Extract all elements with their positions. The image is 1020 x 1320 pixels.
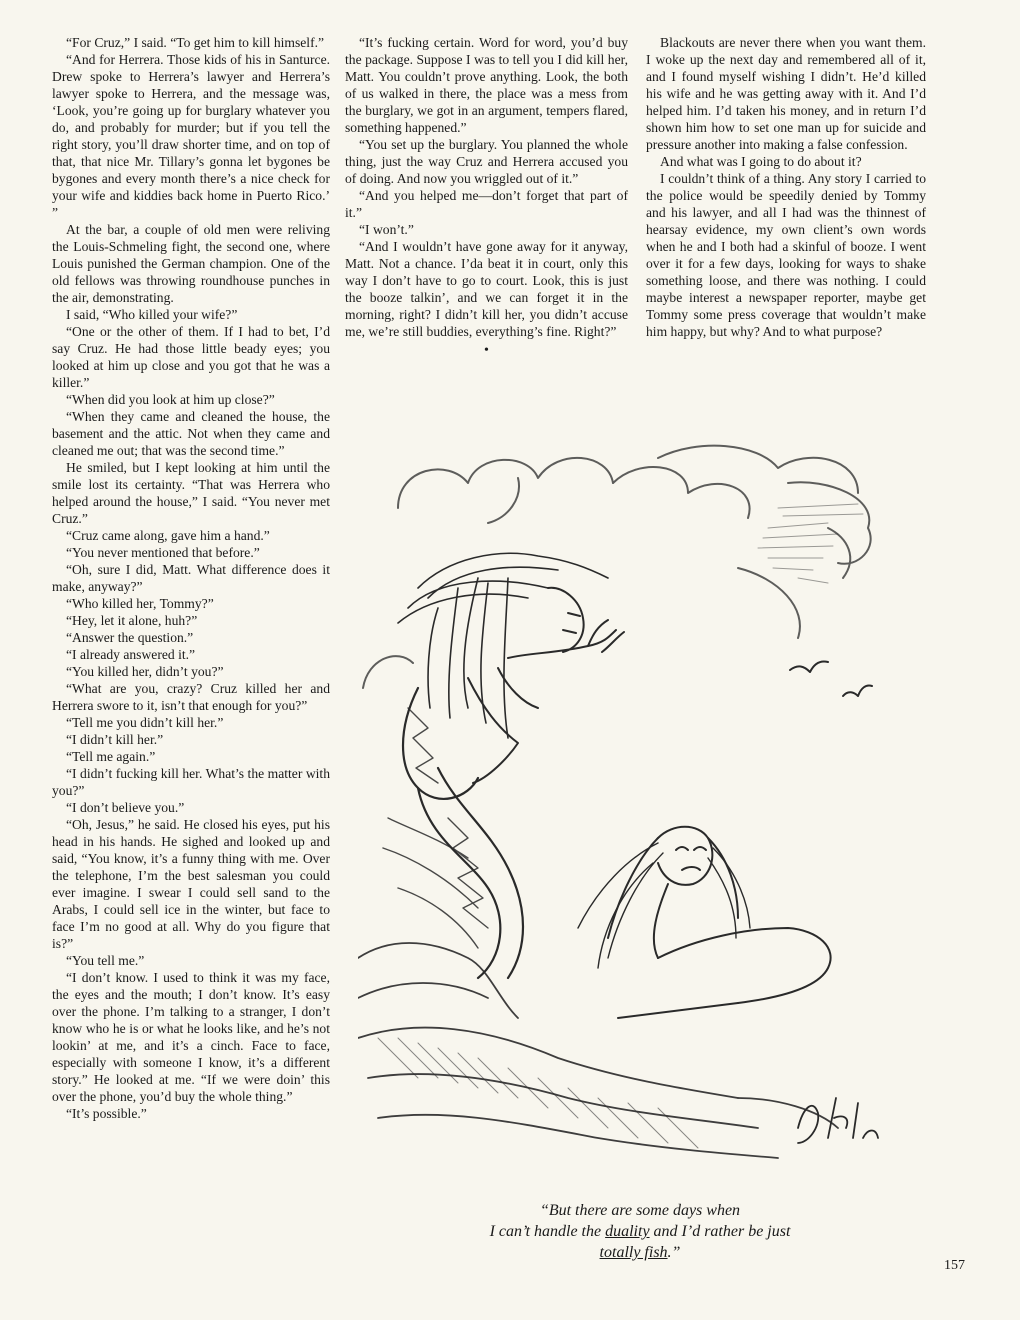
paragraph: “You tell me.” bbox=[66, 953, 145, 968]
paragraph: “I didn’t fucking kill her. What’s the matter with you?” bbox=[52, 766, 330, 798]
caption-line-2 bbox=[420, 1221, 860, 1242]
paragraph: I couldn’t think of a thing. Any story I carried to the police would be speedily denied by Tommy and his lawyer, and all I had was the thinnest of hearsay evidence, my own client’s own words when he and I both had a skinful of booze. I went over it for a few days, looking for ways to shake something loose, and there was nothing. I could maybe interest a newspaper reporter, maybe get Tommy some press coverage that wouldn’t make him happy, but why? And to what purpose? bbox=[646, 171, 926, 339]
paragraph: “Tell me you didn’t kill her.” bbox=[66, 715, 224, 730]
upper-mermaid-hair bbox=[398, 553, 608, 738]
paragraph: “I already answered it.” bbox=[66, 647, 196, 662]
paragraph: “For Cruz,” I said. “To get him to kill himself.” bbox=[66, 35, 325, 50]
cloud-sketch bbox=[363, 446, 871, 688]
text-column-2 bbox=[345, 34, 628, 359]
paragraph: “I won’t.” bbox=[359, 222, 414, 237]
paragraph: “One or the other of them. If I had to bet, I’d say Cruz. He had those little beady eyes; you looked at him up close and you got that he was a killer.” bbox=[52, 324, 330, 390]
signature-mark bbox=[798, 1098, 878, 1143]
rock-hatching bbox=[378, 1038, 698, 1148]
paragraph: “When they came and cleaned the house, the basement and the attic. Not when they came and cleaned me out; that was the second time.” bbox=[52, 409, 330, 458]
upper-mermaid-figure bbox=[468, 588, 624, 783]
paragraph: He smiled, but I kept looking at him until the smile lost its certainty. “That was Herrera who helped around the house,” I said. “You never met Cruz.” bbox=[52, 460, 330, 526]
paragraph: “What are you, crazy? Cruz killed her and Herrera swore to it, isn’t that enough for you?” bbox=[52, 681, 330, 713]
paragraph: “Cruz came along, gave him a hand.” bbox=[66, 528, 270, 543]
caption-emphasis: duality bbox=[605, 1223, 650, 1240]
paragraph: “You set up the burglary. You planned the whole thing, just the way Cruz and Herrera accused you of doing. And now you wriggled out of it.” bbox=[345, 137, 628, 186]
text-column-3 bbox=[646, 34, 926, 340]
paragraph: “When did you look at him up close?” bbox=[66, 392, 275, 407]
caption-line-1: “But there are some days when bbox=[539, 1202, 741, 1219]
paragraph: “And for Herrera. Those kids of his in Santurce. Drew spoke to Herrera’s lawyer and Herrera’s lawyer spoke to Herrera, and the message was, ‘Look, you’re going up for burglary whatever you do, and probably for murder; but if you tell the right story, you’ll draw shorter time, and on top of that, that nice Mr. Tillary’s gonna let bygones be bygones and every month there’s a nice check for your wife and kiddies back home in Puerto Rico.’ ” bbox=[52, 52, 330, 220]
paragraph: “You killed her, didn’t you?” bbox=[66, 664, 224, 679]
rock-sketch bbox=[358, 943, 838, 1158]
page-number: 157 bbox=[944, 1258, 965, 1273]
paragraph: “I don’t believe you.” bbox=[66, 800, 185, 815]
paragraph: “Hey, let it alone, huh?” bbox=[66, 613, 198, 628]
paragraph: “Answer the question.” bbox=[66, 630, 194, 645]
paragraph: And what was I going to do about it? bbox=[660, 154, 862, 169]
caption-text: .” bbox=[667, 1244, 681, 1261]
seagull-sketch bbox=[790, 661, 872, 696]
lower-mermaid-hair bbox=[578, 843, 750, 968]
paragraph: “I don’t know. I used to think it was my face, the eyes and the mouth; I don’t know. It’s easy over the phone. I’m talking to a stranger, I don’t know who he is or what he looks like, and he’s not lookin’ at me, and it’s a cinch. Face to face, especially with someone I know, it’s a different story.” He looked at me. “If we were doin’ this over the phone, you’d buy the whole thing.” bbox=[52, 970, 330, 1104]
caption-line-3 bbox=[420, 1242, 860, 1263]
cartoon-caption bbox=[420, 1200, 860, 1263]
text-column-1 bbox=[52, 34, 330, 1122]
paragraph: “Tell me again.” bbox=[66, 749, 156, 764]
paragraph: At the bar, a couple of old men were reliving the Louis-Schmeling fight, the second one, where Louis punished the German champion. One of the old fellows was throwing roundhouse punches in the air, demonstrating. bbox=[52, 222, 330, 305]
caption-emphasis: totally fish bbox=[599, 1244, 668, 1261]
cartoon-sketch bbox=[358, 438, 918, 1198]
caption-text: I can’t handle the bbox=[489, 1223, 606, 1240]
paragraph: “It’s possible.” bbox=[66, 1106, 147, 1121]
paragraph: “And I wouldn’t have gone away for it anyway, Matt. Not a chance. I’da beat it in court, only this way I don’t have to go to court. Look, this is just the booze talkin’, and we can forget it in the morning, right? I didn’t kill her, you didn’t accuse me, we’re still buddies, everything’s fine. Right?” bbox=[345, 239, 628, 339]
paragraph: “Oh, sure I did, Matt. What difference does it make, anyway?” bbox=[52, 562, 330, 594]
paragraph: “You never mentioned that before.” bbox=[66, 545, 260, 560]
paragraph: Blackouts are never there when you want them. I woke up the next day and remembered all of it, and I found myself wishing I didn’t. He’d killed his wife and he was getting away with it. And I’d helped him. I’d taken his money, and in return I’d shown him how to set one man up for suicide and pressure another into making a false confession. bbox=[646, 35, 926, 152]
mermaid-cartoon-illustration bbox=[358, 438, 918, 1198]
paragraph: “Oh, Jesus,” he said. He closed his eyes, put his head in his hands. He sighed and looked up and said, “You know, it’s a funny thing with me. Over the telephone, I’m the best salesman you could ever imagine. I swear I could sell sand to the Arabs, I could sell ice in the winter, but face to face I’m no good at all. Why do you figure that is?” bbox=[52, 817, 330, 951]
paragraph: “I didn’t kill her.” bbox=[66, 732, 164, 747]
section-end-bullet: • bbox=[484, 343, 489, 358]
caption-text: and I’d rather be just bbox=[649, 1223, 791, 1240]
paragraph: I said, “Who killed your wife?” bbox=[66, 307, 238, 322]
paragraph: “Who killed her, Tommy?” bbox=[66, 596, 214, 611]
paragraph: “And you helped me—don’t forget that part of it.” bbox=[345, 188, 628, 220]
paragraph: “It’s fucking certain. Word for word, you’d buy the package. Suppose I was to tell you I did kill her, Matt. You couldn’t prove anything. Look, the both of us walked in there, the place was a mess from the burglary, we got in an argument, tempers flared, something happened.” bbox=[345, 35, 628, 135]
